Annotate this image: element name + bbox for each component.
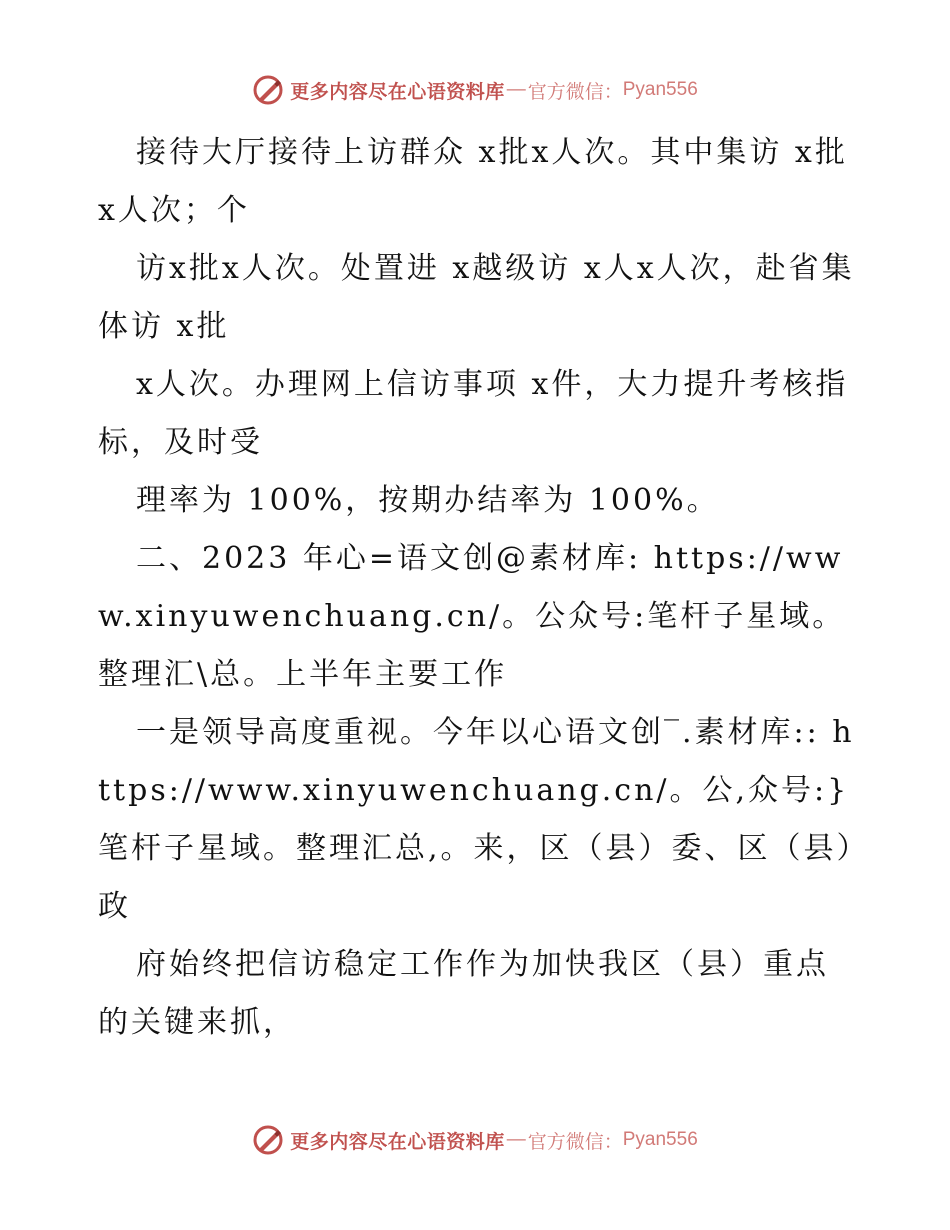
paragraph: 二、2023 年心=语文创@素材库: https://www.xinyuwenchuang.cn/。公众号:笔杆子星域。整理汇\总。上半年主要工作 — [98, 541, 846, 692]
pen-logo-icon — [252, 74, 284, 106]
banner-text: 更多内容尽在心语资料库 — [290, 1130, 505, 1153]
banner-separator: — — [506, 79, 526, 100]
banner-wechat-id: Pyan556 — [622, 1129, 698, 1150]
pen-logo-icon — [252, 1124, 284, 1156]
paragraph: 理率为 100%，按期办结率为 100%。 — [136, 483, 720, 518]
paragraph: 府始终把信访稳定工作作为加快我区（县）重点的关键来抓， — [98, 947, 829, 1040]
banner-wechat-label: 官方微信： — [527, 80, 623, 103]
footer-banner — [0, 1120, 950, 1160]
banner-text: 更多内容尽在心语资料库 — [290, 80, 505, 103]
paragraph: 一是领导高度重视。今年以心语文创‾.素材库:: https://www.xinyuwenchuang.cn/。公,众号:}笔杆子星域。整理汇总,。来，区（县）委、区（县）政 — [98, 715, 855, 924]
header-banner — [0, 70, 950, 110]
paragraph: 访x批x人次。处置进 x越级访 x人x人次，赴省集体访 x批 — [98, 251, 855, 344]
paragraph: x人次。办理网上信访事项 x件，大力提升考核指标，及时受 — [98, 367, 849, 460]
banner-separator: — — [506, 1129, 526, 1150]
banner-wechat-label: 官方微信： — [527, 1130, 623, 1153]
banner-wechat-id: Pyan556 — [622, 79, 698, 100]
paragraph: 接待大厅接待上访群众 x批x人次。其中集访 x批x人次；个 — [98, 135, 848, 228]
document-body — [98, 124, 858, 1052]
